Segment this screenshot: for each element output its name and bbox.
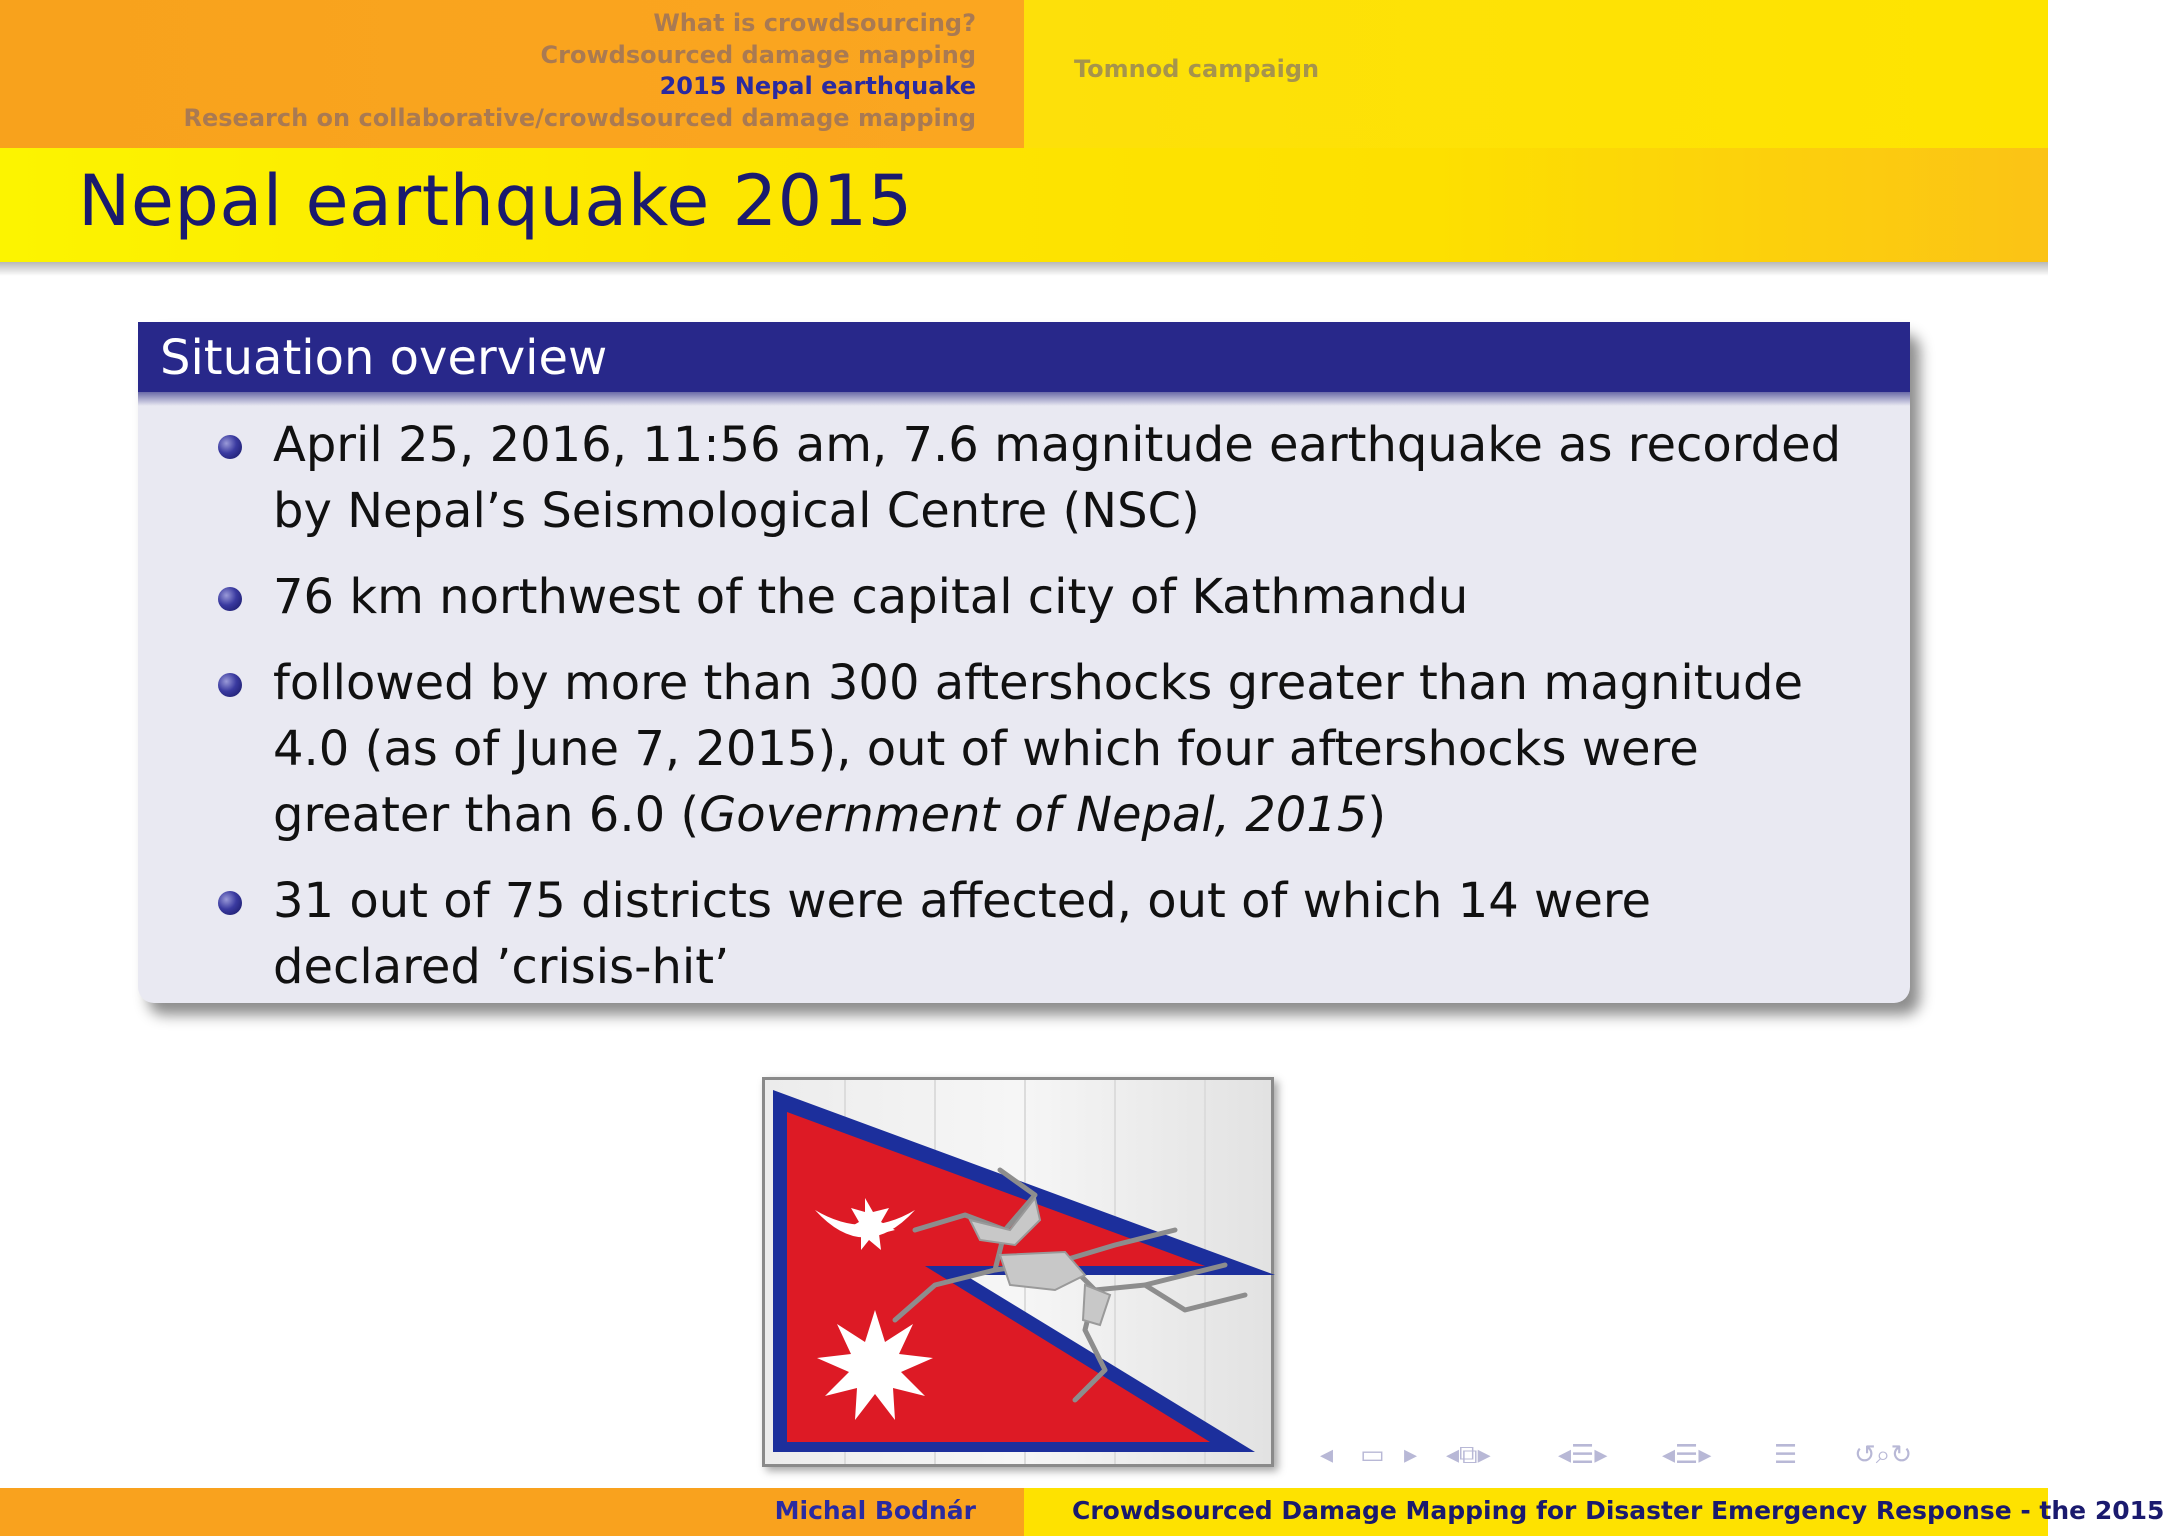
author-name: Michal Bodnár: [774, 1496, 976, 1525]
presentation-title: Crowdsourced Damage Mapping for Disaster Emergency Response - the 2015: [1072, 1496, 2164, 1525]
section-link-nepal-earthquake[interactable]: 2015 Nepal earthquake: [659, 72, 976, 100]
section-link-research[interactable]: Research on collaborative/crowdsourced damage mapping: [183, 103, 976, 132]
citation: Government of Nepal, 2015: [699, 787, 1368, 843]
subsection-link-tomnod[interactable]: Tomnod campaign: [1074, 55, 1320, 83]
cracked-nepal-flag-image: [762, 1077, 1274, 1467]
situation-overview-block: [138, 322, 1910, 1003]
bullet-icon: [218, 435, 242, 459]
bullet-text: 76 km northwest of the capital city of Kathmandu: [273, 569, 1469, 625]
bullet-text: 31 out of 75 districts were affected, out of which 14 were declared ’crisis-hit’: [273, 873, 1652, 995]
page-title: Nepal earthquake 2015: [78, 160, 913, 242]
list-item: [138, 564, 1910, 630]
nav-next-icon[interactable]: ▸: [1404, 1440, 1418, 1470]
list-item: [138, 412, 1910, 544]
bullet-icon: [218, 673, 242, 697]
title-bar-shadow: [0, 262, 2048, 276]
nav-search-icon[interactable]: ↺⌕↻: [1854, 1440, 1913, 1470]
nav-align-icon[interactable]: ☰: [1774, 1440, 1798, 1470]
nav-section-icon-2[interactable]: ◂☰▸: [1662, 1440, 1712, 1470]
nepal-flag-icon: [765, 1080, 1271, 1464]
bullet-list: [138, 412, 1910, 1020]
section-link-crowdsourcing[interactable]: What is crowdsourcing?: [653, 9, 976, 37]
bullet-icon: [218, 891, 242, 915]
nav-section-icon[interactable]: ◂☰▸: [1558, 1440, 1608, 1470]
footer: [0, 1488, 2164, 1536]
block-header: [138, 322, 1910, 392]
beamer-navigation: [1320, 1440, 2036, 1476]
list-item: [138, 650, 1910, 848]
section-navigation: [24, 8, 1024, 134]
block-title: Situation overview: [160, 330, 608, 386]
bullet-text: followed by more than 300 aftershocks greater than magnitude 4.0 (as of June 7, 2015), out of which four aftershocks were greater than 6.0 (: [273, 655, 1803, 843]
bullet-icon: [218, 587, 242, 611]
footer-author-panel: [0, 1488, 1024, 1536]
header-sections-panel: [0, 0, 1024, 148]
block-header-shadow: [138, 392, 1910, 406]
header: [0, 0, 2048, 148]
section-link-damage-mapping[interactable]: Crowdsourced damage mapping: [540, 40, 976, 69]
header-subsection-panel: [1024, 0, 2048, 148]
bullet-text: April 25, 2016, 11:56 am, 7.6 magnitude earthquake as recorded by Nepal’s Seismological Centre (NSC): [273, 417, 1842, 539]
nav-prev-icon[interactable]: ◂: [1320, 1440, 1334, 1470]
footer-title-panel: [1024, 1488, 2164, 1536]
nav-frame-icon[interactable]: ▭: [1360, 1440, 1385, 1470]
bullet-text-end: ): [1367, 787, 1387, 843]
nav-subsection-icon[interactable]: ◂⧉▸: [1446, 1440, 1491, 1470]
list-item: [138, 868, 1910, 1000]
